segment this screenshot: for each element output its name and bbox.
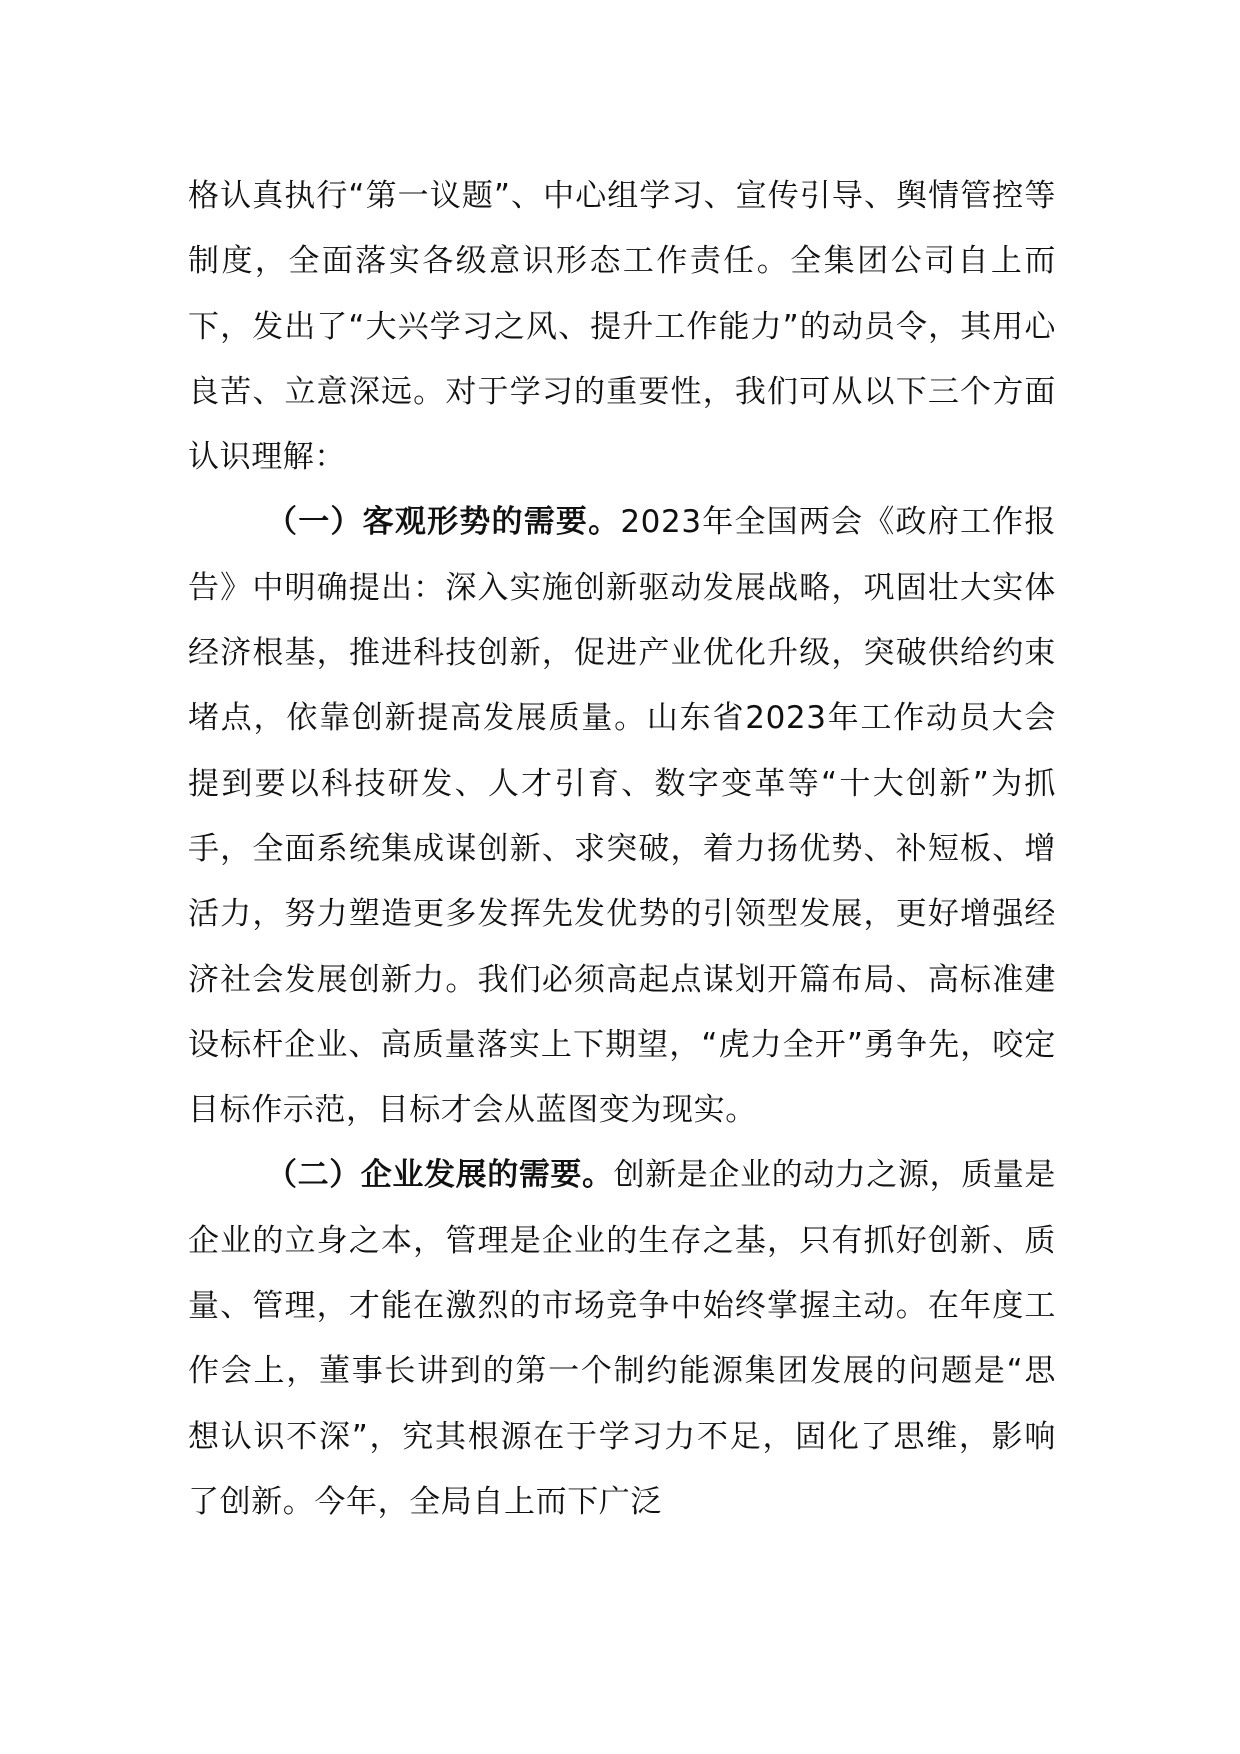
paragraph-text: 创新是企业的动力之源，质量是企业的立身之本，管理是企业的生存之基，只有抓好创新、质量、管理，才能在激烈的市场竞争中始终掌握主动。在年度工作会上，董事长讲到的第一个制约能源集团发展的问题是“思想认识不深”，究其根源在于学习力不足，固化了思维，影响了创新。今年，全局自上而下广泛 (188, 1157, 1057, 1520)
paragraph-text: 2023年全国两会《政府工作报告》中明确提出：深入实施创新驱动发展战略，巩固壮大实体经济根基，推进科技创新，促进产业优化升级，突破供给约束堵点，依靠创新提高发展质量。山东省2023年工作动员大会提到要以科技研发、人才引育、数字变革等“十大创新”为抓手，全面系统集成谋创新、求突破，着力扬优势、补短板、增活力，努力塑造更多发挥先发优势的引领型发展，更好增强经济社会发展创新力。我们必须高起点谋划开篇布局、高标准建设标杆企业、高质量落实上下期望，“虎力全开”勇争先，咬定目标作示范，目标才会从蓝图变为现实。 (188, 504, 1056, 1129)
paragraph-enterprise-development (188, 1143, 1056, 1535)
paragraph-text: 格认真执行“第一议题”、中心组学习、宣传引导、舆情管控等制度，全面落实各级意识形态工作责任。全集团公司自上而下，发出了“大兴学习之风、提升工作能力”的动员令，其用心良苦、立意深远。对于学习的重要性，我们可从以下三个方面认识理解： (188, 178, 1056, 476)
body-text (188, 164, 1056, 1535)
paragraph-objective-situation (188, 490, 1056, 1143)
paragraph-continuation (188, 164, 1056, 490)
section-heading-2: （二）企业发展的需要。 (266, 1157, 614, 1194)
section-heading-1: （一）客观形势的需要。 (266, 504, 621, 541)
